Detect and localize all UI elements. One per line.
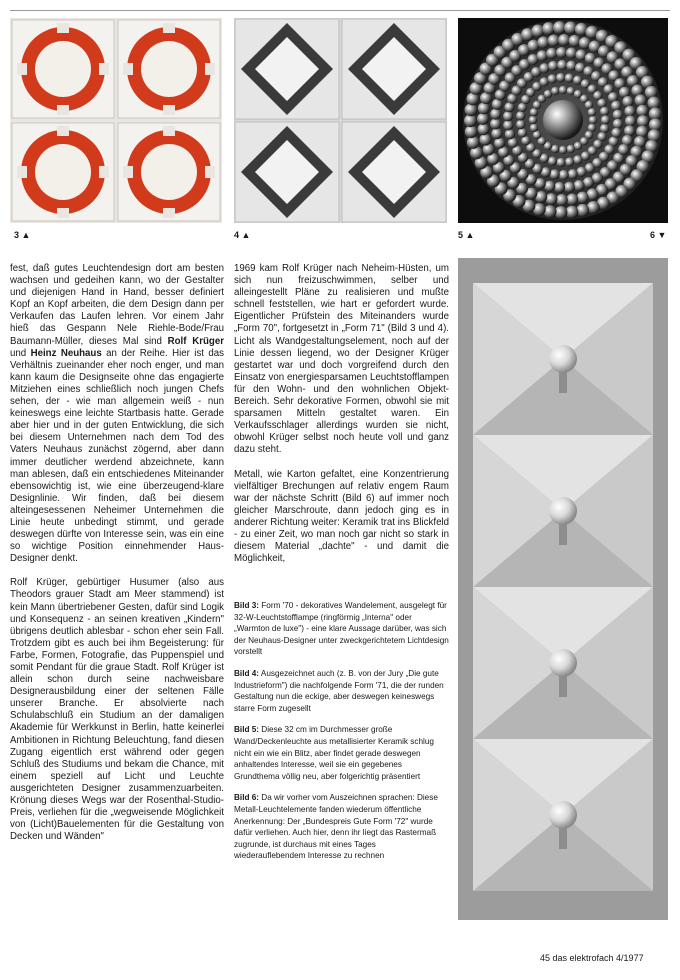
photo-form70-rings: [10, 18, 222, 223]
top-rule: [10, 10, 670, 11]
paragraph: 1969 kam Rolf Krüger nach Neheim-Hüsten, um sich nun freizuschwimmen, selber und alleingestellt Pläne zu realisieren und mußte schnell feststellen, wie hart er gefordert wurde. Eigentlicher Prüfstein des Miteinanders wurde „Form 70", fortgesetzt in „Form 71" (Bild 3 und 4). Licht als Wandgestaltungselement, noch auf der Linie dessen liegend, wo der Designer Krüger gestartet war und doch vorgreifend durch den Einsatz von energiesparsamen Leuchtstofflampen für den Wohn- und den wohnlichen Objekt-Bereich. Sehr dekorative Formen, obwohl sie mit sparsamen Mitteln gestaltet waren. Ein Verkaufsschlager allerdings wurden sie nicht, obwohl Krüger selbst noch heute voll und ganz dazu steht.: [234, 263, 449, 456]
caption-bild-6: Bild 6: Da wir vorher vom Auszeichnen sprachen: Diese Metall-Leuchtelemente fanden wiederum öffentliche Anerkennung: Der „Bundespreis Gute Form '72" wurde dafür verliehen. Auch hier, denn ihr liegt das Rastermaß zugrunde, ist durchaus mit eines Tages wiederauflebendem Interesse zu rechnen: [234, 793, 438, 861]
paragraph: Rolf Krüger, gebürtiger Husumer (also aus Theodors grauer Stadt am Meer stammend) ist kein Mann übertriebener Gesten, dafür sind Logik und Konsequenz - an seinen kreativen „Kindern" übrigens deutlich ablesbar - schon eher sein Fall. Trotzdem gibt es auch bei ihm Begeisterung: für Farbe, Formen, Fotografie, das Puppenspiel und somit Pendant für die graue Stadt. Rolf Krüger ist allein schon durch seine nachweisbare Designerausbildung einer der seltenen Fälle unserer Branche. Er absolvierte nach Schulabschluß ein Studium an der damaligen Akademie für Werkkunst in Berlin, hatte keinerlei Ambitionen in Richtung Beleuchtung, fand diesen Zugang eigentlich erst während oder gegen Schluß des Studiums und bekam die Chance, mit einem speziell auf Licht und Leuchte ausgerichteten Designer zusammenzuarbeiten. Krönung dieses Wegs war der Rosenthal-Studio-Preis, verliehen für die „wegweisende Möglichkeit von (Licht)Bauelementen für die Gestaltung von Decken und Wänden": [10, 577, 224, 843]
ring-elements-image: [10, 18, 222, 223]
figure-label-4: 4 ▲: [234, 230, 251, 240]
paragraph: fest, daß gutes Leuchtendesign dort am besten wachsen und gedeihen kann, wo der Gestalter und diejenigen Hand in Hand, besser definiert Kopf an Kopf arbeiten, die dem Design dann per Verkaufen das Laufen lehren. Vor einem Jahr hieß das Gespann Nele Riehle-Bode/Frau Baumann-Müller, dieses Mal sind Rolf Krüger und Heinz Neuhaus an der Reihe. Hier ist das Verhältnis zueinander eher noch enger, und man kann kaum die Designseite ohne das engagierte Mitziehen eines schließlich noch jungen Chefs sehen, der - wie man allgemein weiß - nun keineswegs eine leichte Startbasis hatte. Gerade aber hier und in der guten Entwicklung, die sich bei diesem Unternehmen nach dem Tod des Vaters Neuhaus zunächst zögernd, aber dann immer deutlicher werdend abzeichnete, kann man ablesen, daß ein entschiedenes Miteinander ebensowichtig ist, wie eine überzeugend-klare Designlinie. Wir finden, daß bei diesem alteingesessenen Neheimer Unternehmen die Linie heute unbedingt stimmt, und gerade deswegen dürfte von Interesse sein, was ein eine so wichtige Position einnehmender Haus-Designer denkt.: [10, 263, 224, 565]
photo-metal-pyramid-elements: [458, 258, 668, 920]
article-column-1: [10, 263, 224, 855]
photo-form71-diamonds: [234, 18, 447, 223]
paragraph: Metall, wie Karton gefaltet, eine Konzentrierung vielfältiger Brechungen auf relativ engem Raum war der nächste Schritt (Bild 6) auf immer noch gleicher Marschroute, dann jedoch ging es in anderer Richtung weiter: Keramik trat ins Blickfeld - zu einer Zeit, wo man noch gar nicht so stark in diesem Material „dachte" - und damit die Möglichkeit,: [234, 468, 449, 565]
photo-ceramic-sphere-lamp: [458, 18, 668, 223]
caption-bild-5: Bild 5: Diese 32 cm im Durchmesser große Wand/Deckenleuchte aus metallisierter Keramik schlug nicht ein wie ein Blitz, aber findet gerade deswegen anhaltendes Interesse, weil sie ein gegebenes Grundthema völlig neu, aber folgerichtig präsentiert: [234, 725, 434, 781]
figure-label-5: 5 ▲: [458, 230, 475, 240]
diamond-elements-image: [234, 18, 447, 223]
figure-label-6: 6 ▼: [650, 230, 667, 240]
pyramid-tiles-image: [458, 258, 668, 920]
figure-label-3: 3 ▲: [14, 230, 31, 240]
caption-bild-3: Bild 3: Form '70 - dekoratives Wandelement, ausgelegt für 32-W-Leuchtstofflampe (ringförmig „Interna" oder „Warmton de luxe") - eine klare Aussage darüber, was sich der Neuhaus-Designer unter zweckgerichtetem Lichtdesign vorstellt: [234, 601, 449, 657]
page-footer: 45 das elektrofach 4/1977: [540, 953, 644, 963]
manager-name: Heinz Neuhaus: [30, 347, 102, 359]
figure-captions: [234, 600, 449, 872]
caption-bild-4: Bild 4: Ausgezeichnet auch (z. B. von der Jury „Die gute Industrieform") die nachfolgende Form '71, die der runden Gestaltung nun die eckige, aber deswegen keineswegs starre Form zugesellt: [234, 668, 444, 713]
designer-name: Rolf Krüger: [167, 335, 224, 347]
article-column-2: [234, 263, 449, 577]
sphere-lamp-image: [458, 18, 668, 223]
